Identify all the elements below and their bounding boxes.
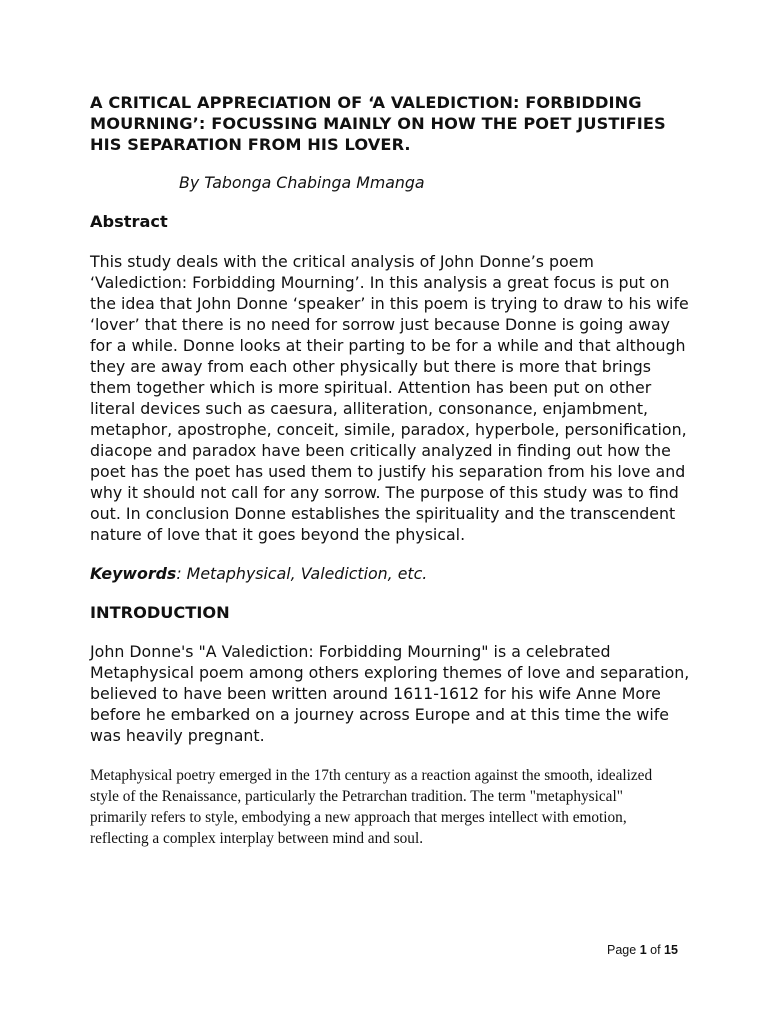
introduction-paragraph-1: John Donne's "A Valediction: Forbidding Mourning" is a celebrated Metaphysical poem among others exploring themes of love and separation, believed to have been written around 1611-1612 for his wife Anne More before he embarked on a journey across Europe and at this time the wife was heavily pregnant.: [90, 642, 690, 745]
of-label: of: [650, 943, 661, 957]
total-pages-number: 15: [664, 943, 678, 957]
document-body: [90, 92, 690, 849]
abstract-paragraph: This study deals with the critical analysis of John Donne’s poem ‘Valediction: Forbidding Mourning’. In this analysis a great focus is put on the idea that John Donne ‘speaker’ in this poem is trying to draw to his wife ‘lover’ that there is no need for sorrow just because Donne is going away for a while. Donne looks at their parting to be for a while and that although they are away from each other physically but there is more that brings them together which is more spiritual. Attention has been put on other literal devices such as caesura, alliteration, consonance, enjambment, metaphor, apostrophe, conceit, simile, paradox, hyperbole, personification, diacope and paradox have been critically analyzed in finding out how the poet has the poet has used them to justify his separation from his love and why it should not call for any sorrow. The purpose of this study was to find out. In conclusion Donne establishes the spirituality and the transcendent nature of love that it goes beyond the physical.: [90, 252, 689, 544]
page-label: Page: [607, 943, 637, 957]
keywords-label: Keywords: [90, 564, 177, 583]
keywords-text: : Metaphysical, Valediction, etc.: [176, 564, 428, 583]
introduction-heading: INTRODUCTION: [90, 603, 230, 622]
keywords-line: [90, 564, 690, 584]
document-title: A CRITICAL APPRECIATION OF ‘A VALEDICTION: FORBIDDING MOURNING’: FOCUSSING MAINLY ON HOW THE POET JUSTIFIES HIS SEPARATION FROM HIS LOVER.: [90, 93, 666, 154]
page-number-footer: [607, 942, 678, 958]
introduction-paragraph-2: Metaphysical poetry emerged in the 17th century as a reaction against the smooth, idealized style of the Renaissance, particularly the Petrarchan tradition. The term "metaphysical" primarily refers to style, embodying a new approach that merges intellect with emotion, reflecting a complex interplay between mind and soul.: [90, 767, 653, 847]
current-page-number: 1: [639, 943, 647, 957]
author-line: By Tabonga Chabinga Mmanga: [179, 173, 425, 192]
abstract-heading: Abstract: [90, 212, 168, 231]
